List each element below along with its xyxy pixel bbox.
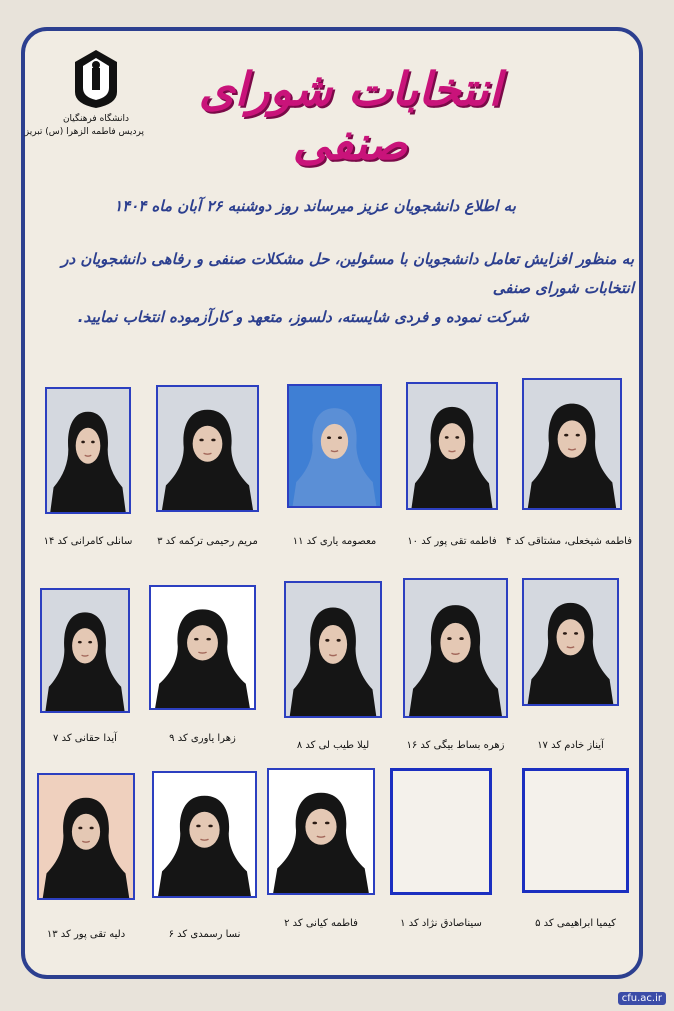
logo-campus-name: پردیس فاطمه الزهرا (س) تبریز: [24, 127, 144, 137]
candidate-caption: مریم رحیمی ترکمه کد ۳: [157, 536, 258, 547]
logo-university-name: دانشگاه فرهنگیان: [62, 114, 130, 124]
candidate-photo: [45, 387, 131, 514]
candidate-photo: [522, 768, 629, 893]
candidate-photo: [522, 578, 619, 706]
candidate-caption: سیناصادق نژاد کد ۱: [400, 918, 482, 929]
candidate-caption: آیدا حقانی کد ۷: [53, 733, 117, 744]
candidate-photo: [267, 768, 375, 895]
candidate-caption: کیمیا ابراهیمی کد ۵: [535, 918, 616, 929]
candidate-silhouette-icon: [286, 583, 380, 716]
candidate-silhouette-icon: [42, 590, 128, 711]
candidate-caption: آیناز خادم کد ۱۷: [537, 740, 604, 751]
page-title: انتخابات شورای صنفی: [198, 62, 502, 170]
candidate-silhouette-icon: [47, 389, 129, 512]
candidate-silhouette-icon: [524, 580, 617, 704]
candidate-caption: فاطمه کیانی کد ۲: [284, 918, 358, 929]
candidate-photo: [522, 378, 622, 510]
announcement-line-2: شرکت نموده و فردی شایسته، دلسوز، متعهد و کارآزموده انتخاب نمایید.: [77, 308, 529, 326]
candidate-caption: لیلا طیب لی کد ۸: [296, 740, 370, 751]
announcement-intro: به اطلاع دانشجویان عزیز میرساند روز دوشنبه ۲۶ آبان ماه ۱۴۰۴: [114, 197, 516, 215]
candidate-photo: [287, 384, 382, 508]
candidate-caption: زهرا یاوری کد ۹: [169, 733, 236, 744]
candidate-caption: سانلی کامرانی کد ۱۴: [43, 536, 133, 547]
candidate-silhouette-icon: [158, 387, 257, 510]
announcement-body: [42, 245, 634, 332]
candidate-silhouette-icon: [408, 384, 496, 508]
candidate-photo: [37, 773, 135, 900]
candidate-photo: [406, 382, 498, 510]
candidate-photo: [40, 588, 130, 713]
candidate-photo: [390, 768, 492, 895]
university-logo: [24, 48, 144, 168]
candidate-caption: زهره بساط بیگی کد ۱۶: [406, 740, 505, 751]
candidate-silhouette-icon: [269, 770, 373, 893]
candidate-silhouette-icon: [524, 380, 620, 508]
candidate-caption: دلیه تقی پور کد ۱۳: [46, 929, 126, 940]
candidate-silhouette-icon: [154, 773, 255, 896]
candidate-photo: [156, 385, 259, 512]
candidate-photo: [149, 585, 256, 710]
candidate-photo: [284, 581, 382, 718]
candidate-caption: فاطمه تقی پور کد ۱۰: [407, 536, 497, 547]
candidate-photo: [403, 578, 508, 718]
university-emblem-icon: [73, 48, 119, 110]
announcement-line-1: به منظور افزایش تعامل دانشجویان با مسئولین، حل مشکلات صنفی و رفاهی دانشجویان در انتخابات شورای صنفی: [61, 250, 634, 297]
site-watermark: cfu.ac.ir: [618, 992, 666, 1005]
candidate-silhouette-icon: [289, 386, 380, 506]
candidate-silhouette-icon: [151, 587, 254, 708]
candidate-caption: فاطمه شیخعلی، مشتاقی کد ۴: [505, 536, 632, 547]
candidate-caption: معصومه یاری کد ۱۱: [292, 536, 377, 547]
candidate-caption: نسا رسمدی کد ۶: [168, 929, 241, 940]
candidate-photo: [152, 771, 257, 898]
candidate-silhouette-icon: [39, 775, 133, 898]
candidate-silhouette-icon: [405, 580, 506, 716]
